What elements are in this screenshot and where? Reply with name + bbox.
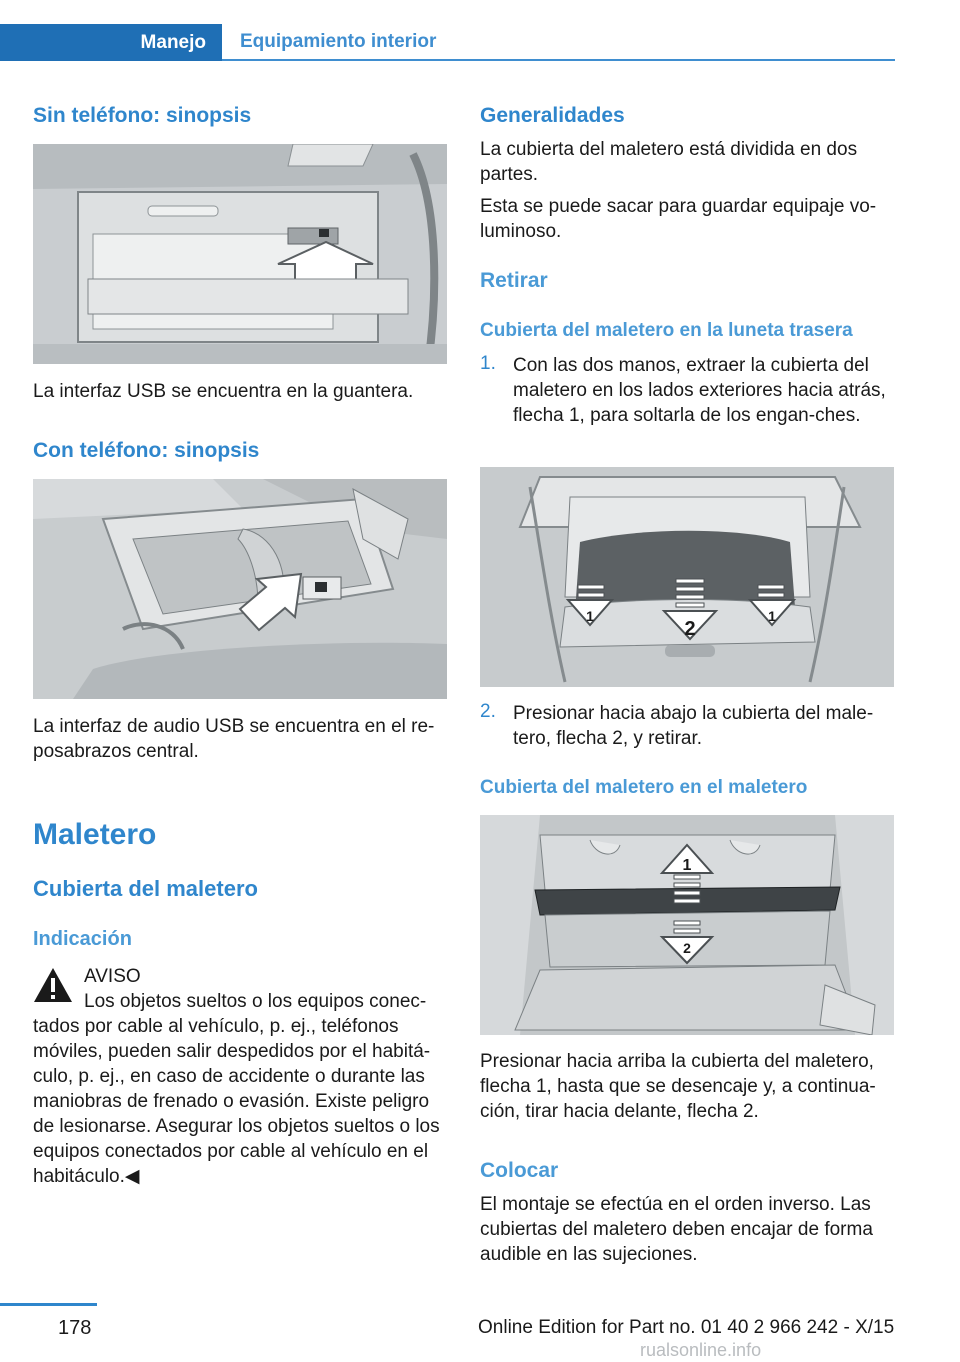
header-tab-manejo[interactable]: Manejo	[0, 24, 222, 61]
warning-title: AVISO	[84, 966, 141, 987]
paragraph-general-1: La cubierta del maletero está dividida en dos partes.	[480, 139, 858, 185]
arrow-label-1-left: 1	[586, 608, 594, 624]
step-2-number: 2.	[480, 701, 496, 722]
heading-luneta: Cubierta del maletero en la luneta trasera	[480, 320, 853, 341]
step-2-text: Presionar hacia abajo la cubierta del male-tero, flecha 2, y retirar.	[513, 703, 874, 749]
glovebox-image	[33, 144, 447, 364]
rear-window-cover-image	[480, 467, 894, 687]
arrow-label-2: 2	[684, 618, 696, 640]
heading-en-maletero: Cubierta del maletero en el maletero	[480, 777, 808, 798]
caption-armrest: La interfaz de audio USB se encuentra en el re-posabrazos central.	[33, 716, 435, 762]
heading-maletero: Maletero	[33, 818, 157, 851]
footer-rule	[0, 1303, 97, 1306]
heading-indicacion: Indicación	[33, 928, 132, 950]
paragraph-general-2: Esta se puede sacar para guardar equipaje vo-luminoso.	[480, 196, 877, 242]
heading-cubierta: Cubierta del maletero	[33, 876, 258, 901]
paragraph-install: El montaje se efectúa en el orden inverso. Las cubiertas del maletero deben encajar de forma audible en las sujeciones.	[480, 1194, 873, 1265]
header-tab-equipamiento[interactable]: Equipamiento interior	[222, 24, 895, 61]
step-1-number: 1.	[480, 353, 496, 374]
heading-retirar: Retirar	[480, 269, 548, 292]
heading-sin-telefono: Sin teléfono: sinopsis	[33, 104, 252, 127]
warning-text: Los objetos sueltos o los equipos conec-tados por cable al vehículo, p. ej., teléfonos móviles, pueden salir despedidos por el habitá-culo, p. ej., en caso de accidente o durante las maniobras de frenado o evasión. Existe peligro de lesionarse. Asegurar los objetos sueltos o los equipos conectados por cable al vehículo en el habitáculo.◀	[33, 991, 440, 1187]
watermark: rualsonline.info	[640, 1340, 762, 1360]
paragraph-in-trunk: Presionar hacia arriba la cubierta del maletero, flecha 1, hasta que se desencaje y, a continua-ción, tirar hacia delante, flecha 2.	[480, 1051, 876, 1122]
step-1-text: Con las dos manos, extraer la cubierta del maletero en los lados exteriores hacia atrás, flecha 1, para soltarla de los engan-ches.	[513, 355, 886, 426]
arrow-label-1-right: 1	[768, 608, 776, 624]
heading-generalidades: Generalidades	[480, 104, 625, 127]
trunk-cover-image	[480, 815, 894, 1035]
arrow-label-up-1: 1	[682, 857, 692, 874]
arrow-label-down-2: 2	[683, 940, 691, 956]
page-number: 178	[58, 1317, 92, 1339]
caption-glovebox: La interfaz USB se encuentra en la guantera.	[33, 381, 414, 402]
online-edition-note: Online Edition for Part no. 01 40 2 966 242 - X/15	[478, 1317, 895, 1338]
heading-colocar: Colocar	[480, 1159, 559, 1182]
heading-con-telefono: Con teléfono: sinopsis	[33, 439, 260, 462]
armrest-image	[33, 479, 447, 699]
